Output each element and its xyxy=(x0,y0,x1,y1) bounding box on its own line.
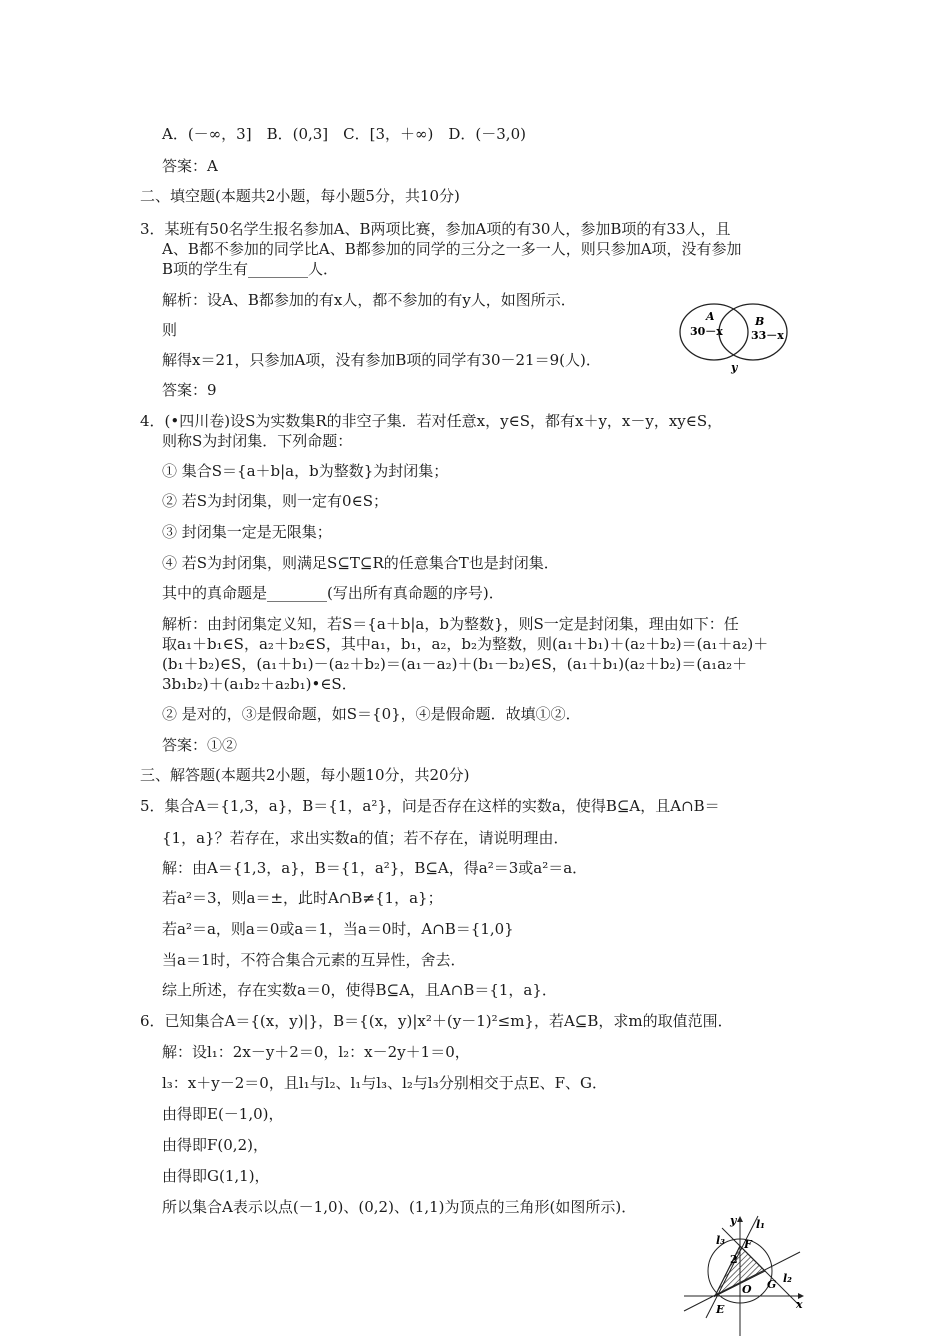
label-E: E xyxy=(716,1303,725,1316)
label-l2: l₂ xyxy=(783,1272,792,1285)
q3-stem-line3: B项的学生有________人． xyxy=(162,260,339,278)
q2-answer: 答案：A xyxy=(162,157,218,175)
q6-solution-line6: 所以集合A表示以点(－1,0)、(0,2)、(1,1)为顶点的三角形(如图所示)． xyxy=(162,1198,637,1216)
section3-title: 三、解答题(本题共2小题，每小题10分，共20分) xyxy=(140,766,470,784)
q3-answer: 答案：9 xyxy=(162,381,217,399)
q5-stem-line2: {1，a}？若存在，求出实数a的值；若不存在，请说明理由． xyxy=(162,829,569,847)
label-O: O xyxy=(742,1283,752,1296)
q4-prop-1: ① 集合S＝{a＋b|a，b为整数}为封闭集； xyxy=(162,462,449,480)
label-2: 2 xyxy=(730,1253,738,1266)
q3-analysis-line3: 解得x＝21，只参加A项，没有参加B项的同学有30－21＝9(人)． xyxy=(162,351,601,369)
venn-a-value: 30－x xyxy=(690,325,723,338)
q6-solution-line5: 由得即G(1,1)， xyxy=(162,1167,270,1185)
section2-title: 二、填空题(本题共2小题，每小题5分，共10分) xyxy=(140,187,460,205)
q6-solution-line3: 由得即E(－1,0)， xyxy=(162,1105,284,1123)
q3-analysis-line2: 则 xyxy=(162,321,178,339)
q4-prop-2: ② 若S为封闭集，则一定有0∈S； xyxy=(162,492,388,510)
q5-solution-line1: 解：由A＝{1,3，a}，B＝{1，a²}，B⊆A，得a²＝3或a²＝a． xyxy=(162,859,588,877)
q6-stem: 6．已知集合A＝{(x，y)|}，B＝{(x，y)|x²＋(y－1)²≤m}，若A⊆B，求m的取值范围． xyxy=(140,1012,733,1030)
label-F: F xyxy=(744,1238,752,1251)
q4-conclusion: ② 是对的，③是假命题，如S＝{0}，④是假命题．故填①②． xyxy=(162,705,581,723)
venn-b-value: 33－x xyxy=(751,329,784,342)
q6-figure xyxy=(680,1214,815,1338)
q4-stem-line1: 4．(•四川卷)设S为实数集R的非空子集．若对任意x，y∈S，都有x＋y，x－y，xy∈S， xyxy=(140,412,723,430)
q5-solution-line2: 若a²＝3，则a＝±，此时A∩B≠{1，a}； xyxy=(162,889,443,907)
venn-outside-label: y xyxy=(731,361,738,374)
label-l1: l₁ xyxy=(756,1218,765,1231)
q5-solution-line3: 若a²＝a，则a＝0或a＝1，当a＝0时，A∩B＝{1,0} xyxy=(162,920,514,938)
q6-solution-line1: 解：设l₁：2x－y＋2＝0，l₂：x－2y＋1＝0， xyxy=(162,1043,470,1061)
q4-stem-line2: 则称S为封闭集．下列命题： xyxy=(162,432,353,450)
venn-diagram xyxy=(676,300,796,376)
label-y: y xyxy=(730,1214,737,1227)
q6-solution-line4: 由得即F(0,2)， xyxy=(162,1136,268,1154)
q5-stem-line1: 5．集合A＝{1,3，a}，B＝{1，a²}，问是否存在这样的实数a，使得B⊆A，且A∩B＝ xyxy=(140,797,720,815)
q4-analysis-line1: 解析：由封闭集定义知，若S＝{a＋b|a，b为整数}，则S一定是封闭集，理由如下：任 xyxy=(162,615,739,633)
label-l3: l₃ xyxy=(716,1234,725,1247)
q4-prop-3: ③ 封闭集一定是无限集； xyxy=(162,523,332,541)
q3-stem-line2: A、B都不参加的同学比A、B都参加的同学的三分之一多一人，则只参加A项，没有参加 xyxy=(162,240,742,258)
venn-b-label: B xyxy=(755,315,765,328)
q6-solution-line2: l₃：x＋y－2＝0，且l₁与l₂、l₁与l₃、l₂与l₃分别相交于点E、F、G． xyxy=(162,1074,608,1092)
q4-analysis-line4: 3b₁b₂)＋(a₁b₂＋a₂b₁)•∈S． xyxy=(162,675,357,693)
q4-analysis-line3: (b₁＋b₂)∈S，(a₁＋b₁)－(a₂＋b₂)＝(a₁－a₂)＋(b₁－b₂)∈S，(a₁＋b₁)(a₂＋b₂)＝(a₁a₂＋ xyxy=(162,655,748,673)
venn-a-label: A xyxy=(706,310,715,323)
q4-prop-4: ④ 若S为封闭集，则满足S⊆T⊆R的任意集合T也是封闭集． xyxy=(162,554,559,572)
q4-answer: 答案：①② xyxy=(162,736,238,754)
q2-options: A．(－∞，3] B．(0,3] C．[3，＋∞) D．(－3,0) xyxy=(162,125,526,143)
q5-solution-line4: 当a＝1时，不符合集合元素的互异性，舍去． xyxy=(162,951,466,969)
q4-question: 其中的真命题是________(写出所有真命题的序号)． xyxy=(162,584,504,602)
y-axis-arrow xyxy=(737,1216,743,1222)
label-G: G xyxy=(767,1278,777,1291)
q5-solution-line5: 综上所述，存在实数a＝0，使得B⊆A，且A∩B＝{1，a}． xyxy=(162,981,557,999)
q3-analysis-line1: 解析：设A、B都参加的有x人，都不参加的有y人，如图所示． xyxy=(162,291,576,309)
label-x: x xyxy=(796,1298,803,1311)
q4-analysis-line2: 取a₁＋b₁∈S，a₂＋b₂∈S，其中a₁，b₁，a₂，b₂为整数，则(a₁＋b₁)＋(a₂＋b₂)＝(a₁＋a₂)＋ xyxy=(162,635,769,653)
q3-stem-line1: 3．某班有50名学生报名参加A、B两项比赛，参加A项的有30人，参加B项的有33人，且 xyxy=(140,220,731,238)
